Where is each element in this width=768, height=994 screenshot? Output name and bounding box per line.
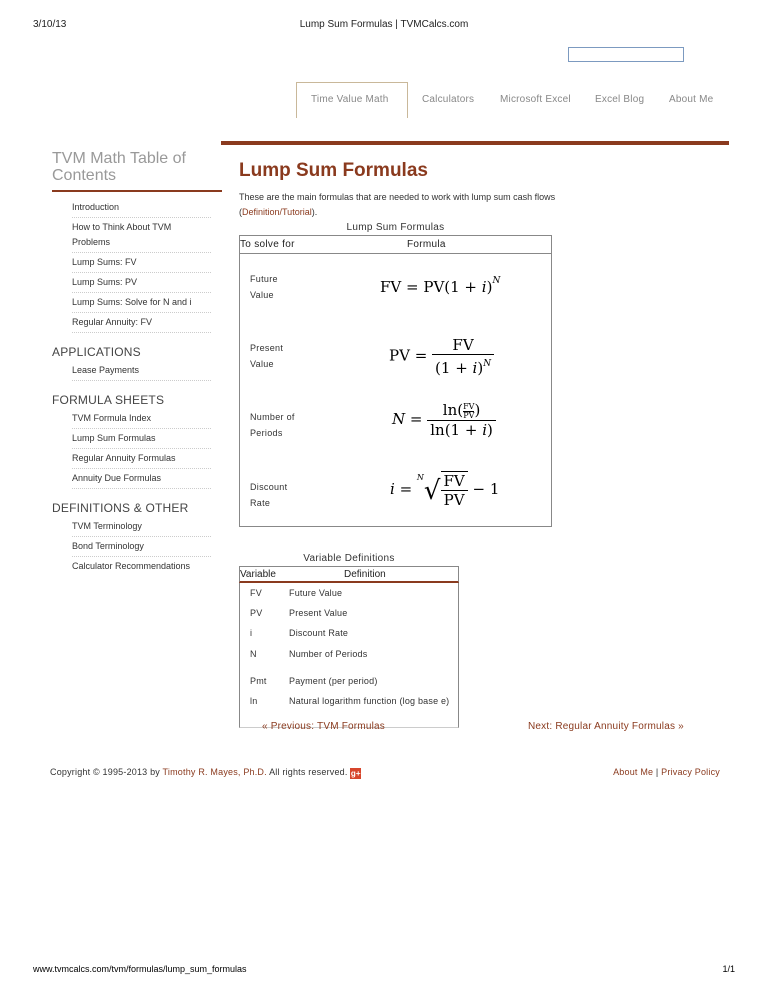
sidebar-item-lump-sums-fv[interactable]: Lump Sums: FV (72, 253, 211, 273)
variable-symbol: i (250, 628, 253, 638)
print-title: Lump Sum Formulas | TVMCalcs.com (299, 19, 469, 30)
privacy-policy-link[interactable]: Privacy Policy (661, 767, 720, 777)
applications-list (72, 361, 211, 381)
formula-row-label: Number of Periods (250, 412, 295, 438)
google-plus-icon[interactable]: g+ (350, 769, 361, 778)
tab-time-value-math[interactable]: Time Value Math (296, 82, 408, 118)
sidebar-item-regular-annuity-formulas[interactable]: Regular Annuity Formulas (72, 449, 211, 469)
formula-row-pv (240, 336, 553, 410)
print-url: www.tvmcalcs.com/tvm/formulas/lump_sum_formulas (33, 964, 247, 974)
sidebar-item-calculator-recommendations[interactable]: Calculator Recommendations (72, 561, 191, 571)
formula-table (239, 235, 552, 527)
fv-formula: FV = $PV(1 + i)^N$ (380, 276, 501, 296)
variable-definition: Discount Rate (289, 628, 349, 638)
formula-sheets-list (72, 409, 211, 489)
about-me-link[interactable]: About Me (613, 767, 654, 777)
tab-calculators[interactable]: Calculators (422, 94, 475, 105)
pv-formula: PV = $\frac{FV}{(1 + i)^N}$ (389, 336, 494, 377)
formula-row-fv (240, 271, 553, 341)
variable-definition: Payment (per period) (289, 676, 378, 686)
variable-definition: Future Value (289, 588, 343, 598)
variable-symbol: ln (250, 696, 258, 706)
print-date: 3/10/13 (33, 19, 67, 30)
col-variable: Variable (240, 569, 276, 580)
rights-text: All rights reserved. (269, 767, 348, 777)
formula-row-label: Present Value (250, 343, 284, 369)
variable-table-body (239, 583, 459, 728)
col-formula: Formula (407, 239, 446, 250)
tab-microsoft-excel[interactable]: Microsoft Excel (500, 94, 571, 105)
variable-symbol: FV (250, 588, 262, 598)
variable-table-header (239, 566, 459, 583)
definition-tutorial-link[interactable]: Definition/Tutorial (242, 207, 312, 217)
i-formula: i = $^N$√ $\frac{FV}{PV}$ − 1 (390, 472, 500, 509)
variable-table (239, 566, 459, 728)
tab-about-me[interactable]: About Me (669, 94, 714, 105)
sidebar-item-lease-payments[interactable]: Lease Payments (72, 361, 211, 381)
author-link[interactable]: Timothy R. Mayes, Ph.D. (162, 767, 267, 777)
footer (50, 767, 720, 779)
sidebar-item-lump-sums-n-i[interactable]: Lump Sums: Solve for N and i (72, 293, 211, 313)
footer-links (613, 767, 720, 777)
col-solve-for: To solve for (240, 239, 295, 250)
previous-link[interactable]: « Previous: TVM Formulas (262, 721, 385, 732)
formula-row-i (240, 472, 553, 549)
nav-divider (221, 141, 729, 145)
variable-definition: Present Value (289, 608, 348, 618)
formula-table-caption: Lump Sum Formulas (346, 222, 445, 233)
sidebar-item-regular-annuity-fv[interactable]: Regular Annuity: FV (72, 313, 211, 333)
search-input[interactable] (568, 47, 684, 62)
definitions-heading: DEFINITIONS & OTHER (52, 501, 189, 515)
intro-end: ). (311, 207, 318, 217)
col-definition: Definition (344, 569, 386, 580)
toc-title: TVM Math Table of Contents (52, 150, 222, 192)
toc-list (72, 198, 211, 333)
print-page-number: 1/1 (722, 964, 735, 974)
formula-sheets-heading: FORMULA SHEETS (52, 393, 165, 407)
intro-paragraph (239, 190, 559, 220)
tab-excel-blog[interactable]: Excel Blog (595, 94, 645, 105)
formula-table-header (240, 236, 551, 254)
sidebar-item-tvm-formula-index[interactable]: TVM Formula Index (72, 409, 211, 429)
sidebar (52, 150, 222, 576)
sidebar-item-lump-sums-pv[interactable]: Lump Sums: PV (72, 273, 211, 293)
formula-row-label: Discount Rate (250, 482, 288, 508)
variable-definition: Number of Periods (289, 649, 368, 659)
formula-row-label: Future Value (250, 274, 278, 300)
formula-row-n (240, 401, 553, 479)
definitions-list (72, 517, 211, 576)
n-formula: N = ln( $\frac{FV}{PV}$ ) ln(1 + i) (392, 401, 496, 439)
main-content (239, 160, 729, 220)
sidebar-item-tvm-terminology[interactable]: TVM Terminology (72, 517, 211, 537)
variable-symbol: Pmt (250, 676, 267, 686)
sidebar-item-bond-terminology[interactable]: Bond Terminology (72, 537, 211, 557)
intro-text: These are the main formulas that are needed to work with lump sum cash flows ( (239, 192, 556, 217)
applications-heading: APPLICATIONS (52, 345, 141, 359)
page-title: Lump Sum Formulas (239, 160, 428, 181)
sidebar-item-lump-sum-formulas[interactable]: Lump Sum Formulas (72, 429, 211, 449)
copyright-text: Copyright © 1995-2013 by (50, 767, 160, 777)
sidebar-item-how-to-think[interactable]: How to Think About TVM Problems (72, 218, 211, 253)
sidebar-item-introduction[interactable]: Introduction (72, 198, 211, 218)
var-table-caption: Variable Definitions (303, 553, 395, 564)
next-link[interactable]: Next: Regular Annuity Formulas » (528, 721, 684, 732)
variable-definition: Natural logarithm function (log base e) (289, 696, 450, 706)
footer-separator: | (655, 767, 659, 777)
variable-symbol: N (250, 649, 257, 659)
variable-symbol: PV (250, 608, 263, 618)
sidebar-item-annuity-due-formulas[interactable]: Annuity Due Formulas (72, 469, 211, 489)
